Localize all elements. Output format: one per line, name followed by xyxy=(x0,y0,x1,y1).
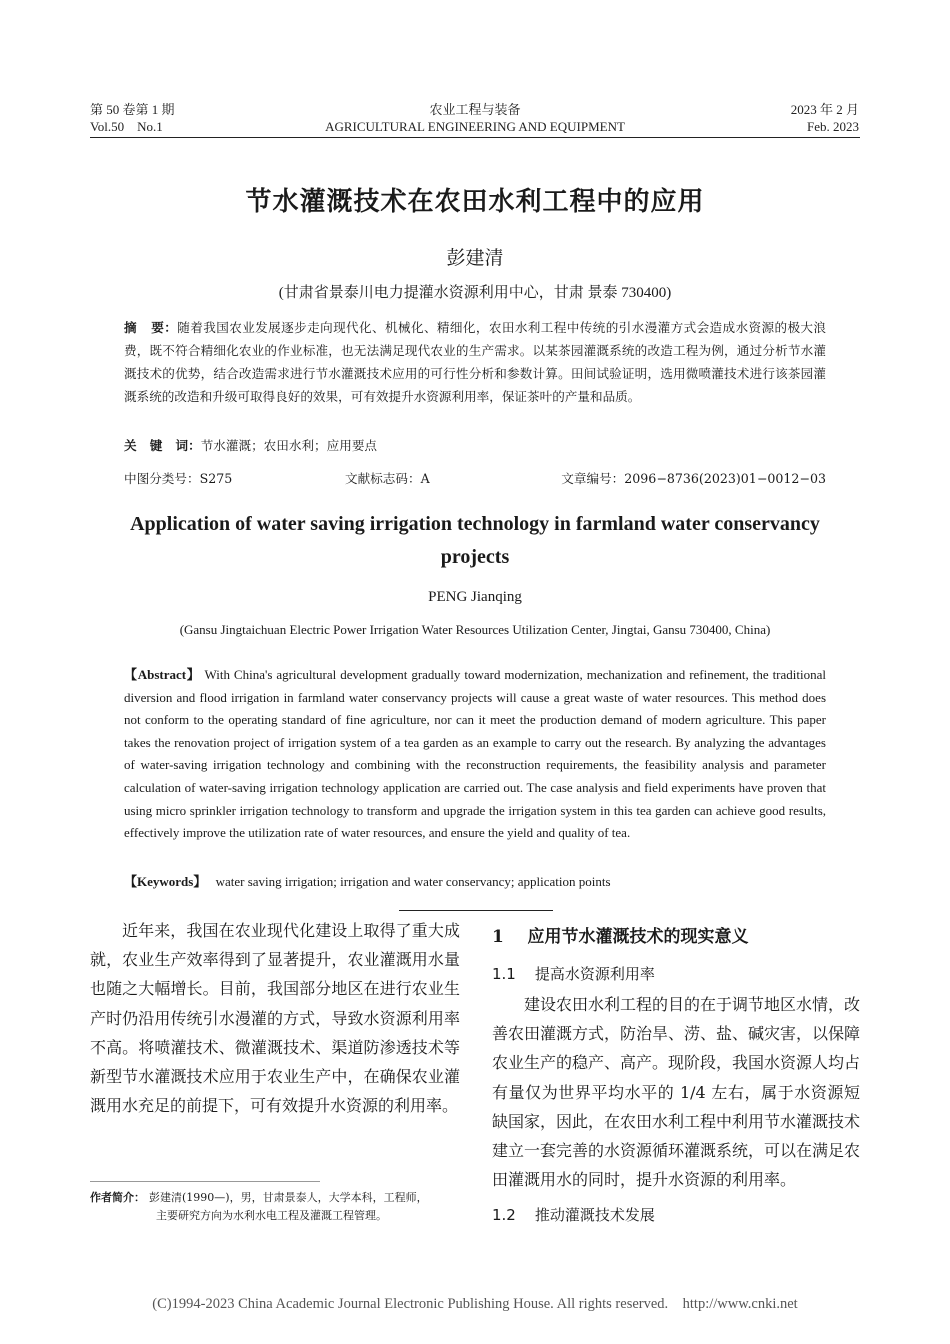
abstract-en xyxy=(124,664,826,845)
affiliation-en: (Gansu Jingtaichuan Electric Power Irrigation Water Resources Utilization Center, Jingtai, Gansu 730400, China) xyxy=(179,622,771,637)
header-journal-en: AGRICULTURAL ENGINEERING AND EQUIPMENT xyxy=(325,119,625,134)
affiliation-cn: (甘肃省景泰川电力提灌水资源利用中心，甘肃 景泰 730400) xyxy=(278,285,672,301)
section-1-1-text: 建设农田水利工程的目的在于调节地区水情，改善农田灌溉方式，防治旱、涝、盐、碱灾害，以保障农业生产的稳产、高产。现阶段，我国水资源人均占有量仅为世界平均水平的 1/4 左右，属于水资源短缺国家，因此，在农田水利工程中利用节水灌溉技术建立一套完善的水资源循环灌溉系统，可以在满足农田灌溉用水的同时，提升水资源的利用率。 xyxy=(492,995,861,1190)
header-date-en: Feb. 2023 xyxy=(807,119,859,134)
abstract-cn-label: 摘 要： xyxy=(124,320,178,335)
abstract-cn xyxy=(124,316,826,408)
keywords-en xyxy=(124,871,611,890)
header-journal-cn: 农业工程与装备 xyxy=(429,102,521,117)
section-1-2-heading: 1.2 推动灌溉技术发展 xyxy=(492,1206,655,1224)
clc-number: 中图分类号：S275 xyxy=(124,471,233,486)
keywords-en-text: water saving irrigation; irrigation and water conservancy; application points xyxy=(215,874,611,889)
header-issue-en: Vol.50 No.1 xyxy=(90,119,163,134)
document-code: 文献标志码：A xyxy=(345,471,430,486)
section-1-1-body xyxy=(492,990,860,1194)
header-rule xyxy=(90,137,860,138)
article-number: 文章编号：2096−8736(2023)01−0012−03 xyxy=(561,471,826,486)
abstract-en-label: 【Abstract】 xyxy=(124,667,201,682)
abstract-en-text: With China's agricultural development gradually toward modernization, mechanization and refinement, the traditional diversion and flood irrigation in farmland water conservancy projects will cause a great waste of water resources. This method does not conform to the operating standard of fine agriculture, nor can it meet the production demand of modern agriculture. This paper takes the renovation project of irrigation system of a tea garden as an example to carry out the research. By analyzing the advantages of water-saving irrigation technology and combining with the reconstruction requirements, the feasibility analysis and parameter calculation of water-saving irrigation technology application are carried out. The case analysis and field experiments have proven that using micro sprinkler irrigation technology to transform and upgrade the irrigation system in this tea garden can achieve good results, effectively improve the utilization rate of water resources, and ensure the yield and quality of tea. xyxy=(124,667,826,841)
footnote-label: 作者简介： xyxy=(90,1191,145,1204)
footnote-line2: 主要研究方向为水利水电工程及灌溉工程管理。 xyxy=(156,1209,387,1222)
copyright-footer: (C)1994-2023 China Academic Journal Electronic Publishing House. All rights reserved. http://www.cnki.net xyxy=(152,1296,798,1312)
section-1-heading: 1 应用节水灌溉技术的现实意义 xyxy=(492,927,749,947)
author-cn: 彭建清 xyxy=(446,247,504,269)
intro-paragraph xyxy=(90,916,460,1120)
footnote-line1: 彭建清(1990—)，男，甘肃景泰人，大学本科，工程师， xyxy=(149,1191,428,1204)
header-date-cn: 2023 年 2 月 xyxy=(790,102,859,117)
paper-title-en: Application of water saving irrigation technology in farmland water conservancy projects xyxy=(130,513,820,568)
keywords-en-label: 【Keywords】 xyxy=(124,874,207,889)
section-1-1-heading: 1.1 提高水资源利用率 xyxy=(492,965,655,983)
header-issue-cn: 第 50 卷第 1 期 xyxy=(90,102,175,117)
author-footnote xyxy=(90,1189,470,1225)
section-divider xyxy=(399,910,553,911)
author-en: PENG Jianqing xyxy=(428,589,522,605)
keywords-cn xyxy=(124,435,377,454)
paper-title-cn: 节水灌溉技术在农田水利工程中的应用 xyxy=(245,187,705,217)
keywords-cn-label: 关 键 词： xyxy=(124,438,201,453)
intro-text: 近年来，我国在农业现代化建设上取得了重大成就，农业生产效率得到了显著提升，农业灌溉用水量也随之大幅增长。目前，我国部分地区在进行农业生产时仍沿用传统引水漫灌的方式，导致水资源利用率不高。将喷灌技术、微灌溉技术、渠道防渗透技术等新型节水灌溉技术应用于农业生产中，在确保农业灌溉用水充足的前提下，可有效提升水资源的利用率。 xyxy=(90,921,460,1116)
keywords-cn-text: 节水灌溉；农田水利；应用要点 xyxy=(200,438,377,453)
footnote-rule xyxy=(90,1181,320,1182)
abstract-cn-text: 随着我国农业发展逐步走向现代化、机械化、精细化，农田水利工程中传统的引水漫灌方式会造成水资源的极大浪费，既不符合精细化农业的作业标准，也无法满足现代农业的生产需求。以某茶园灌溉系统的改造工程为例，通过分析节水灌溉技术的优势，结合改造需求进行节水灌溉技术应用的可行性分析和参数计算。田间试验证明，选用微喷灌技术进行该茶园灌溉系统的改造和升级可取得良好的效果，可有效提升水资源利用率，保证茶叶的产量和品质。 xyxy=(124,320,827,404)
